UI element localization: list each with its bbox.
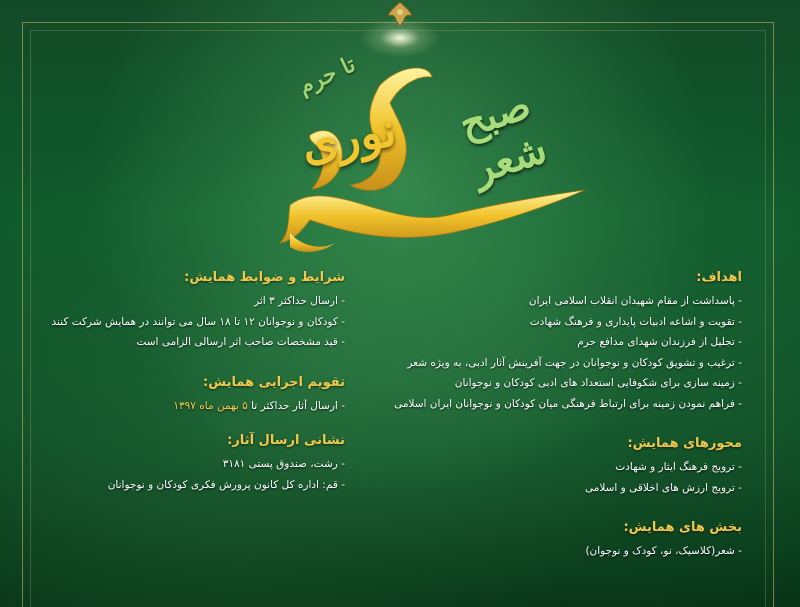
list-item: - زمینه سازی برای شکوفایی استعداد های ادبی کودکان و نوجوانان xyxy=(392,373,742,394)
list-item: - ترغیب و تشویق کودکان و نوجوانان در جهت آفرینش آثار ادبی، به ویژه شعر xyxy=(392,353,742,374)
axes-section xyxy=(392,436,742,498)
list-item xyxy=(25,396,345,417)
right-column xyxy=(392,270,742,584)
goals-heading: اهداف: xyxy=(696,270,742,285)
list-item: - تقویت و اشاعه ادبیات پایداری و فرهنگ شهادت xyxy=(392,312,742,333)
list-item: - کودکان و نوجوانان ۱۲ تا ۱۸ سال می توانند در همایش شرکت کنند xyxy=(25,312,345,333)
calendar-date: ۵ بهمن ماه ۱۳۹۷ xyxy=(173,399,248,412)
sections-heading: بخش های همایش: xyxy=(623,520,742,535)
list-item: - قید مشخصات صاحب اثر ارسالی الزامی است xyxy=(25,332,345,353)
axes-heading: محورهای همایش: xyxy=(627,436,742,451)
calendar-list xyxy=(25,396,345,417)
calendar-heading: تقویم اجرایی همایش: xyxy=(203,374,345,390)
list-item: - ترویج ارزش های اخلاقی و اسلامی xyxy=(392,478,742,499)
title-line2: نوری xyxy=(297,102,400,172)
list-item: - قم: اداره کل کانون پرورش فکری کودکان و نوجوانان xyxy=(25,475,345,496)
list-item: - ارسال حداکثر ۳ اثر xyxy=(25,291,345,312)
address-list xyxy=(25,454,345,495)
sections-section xyxy=(392,520,742,562)
conditions-list xyxy=(25,291,345,353)
list-item: - پاسداشت از مقام شهیدان انقلاب اسلامی ایران xyxy=(392,291,742,312)
title-line3: تا حرم xyxy=(294,51,360,101)
left-column xyxy=(25,270,345,517)
goals-section xyxy=(392,270,742,414)
title-line1: صبح شعر xyxy=(453,80,553,193)
goals-list xyxy=(392,291,742,414)
conditions-section xyxy=(25,270,345,353)
calendar-prefix: ارسال آثار حداکثر تا xyxy=(251,399,338,412)
light-glow xyxy=(360,18,440,58)
sections-list xyxy=(392,541,742,562)
list-item: - ترویج فرهنگ ایثار و شهادت xyxy=(392,457,742,478)
list-item: - تجلیل از فرزندان شهدای مدافع حرم xyxy=(392,332,742,353)
calendar-section xyxy=(25,375,345,417)
list-item: - شعر(کلاسیک، نو، کودک و نوجوان) xyxy=(392,541,742,562)
axes-list xyxy=(392,457,742,498)
address-section xyxy=(25,433,345,495)
list-item: - فراهم نمودن زمینه برای ارتباط فرهنگی میان کودکان و نوجوانان ایران اسلامی xyxy=(392,394,742,415)
list-item: - رشت، صندوق پستی ۳۱۸۱ xyxy=(25,454,345,475)
conditions-heading: شرایط و ضوابط همایش: xyxy=(184,270,345,285)
address-heading: نشانی ارسال آثار: xyxy=(227,433,345,448)
